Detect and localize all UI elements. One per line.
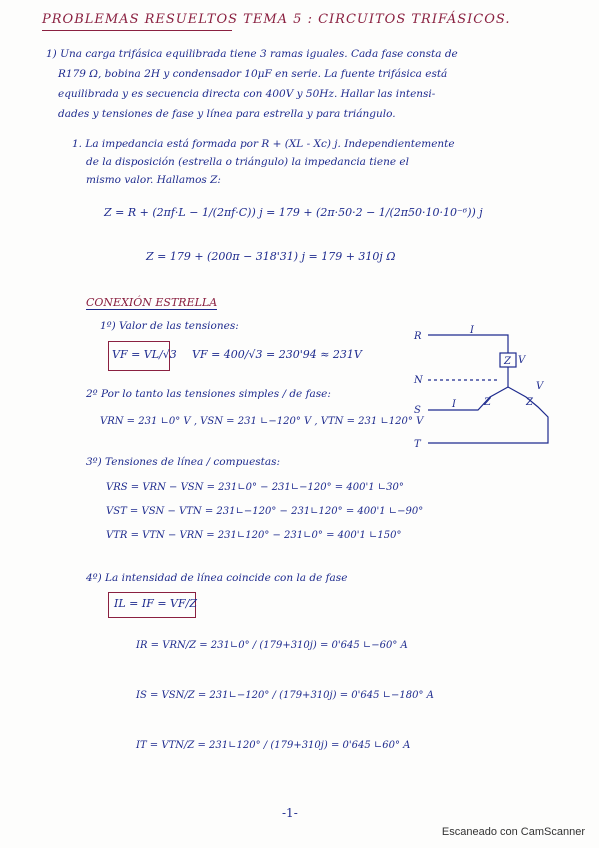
section-star-connection: CONEXIÓN ESTRELLA xyxy=(86,296,218,309)
intro-line-1: 1. La impedancia está formada por R + (XL - Xc) j. Independientemente xyxy=(72,138,455,150)
node-label-s: S xyxy=(414,405,421,416)
scanner-watermark: Escaneado con CamScanner xyxy=(441,826,585,838)
node-label-r: R xyxy=(414,331,422,342)
current-ir: IR = VRN/Z = 231∟0° / (179+310j) = 0'645 ∟−60° A xyxy=(136,640,408,651)
intro-line-2: de la disposición (estrella o triángulo) la impedancia tiene el xyxy=(86,156,409,168)
star-circuit-diagram xyxy=(408,325,558,455)
title-underline xyxy=(42,30,232,31)
impedance-label-r: Z xyxy=(504,356,511,367)
current-it: IT = VTN/Z = 231∟120° / (179+310j) = 0'645 ∟60° A xyxy=(136,740,411,751)
current-label-r: I xyxy=(470,325,474,336)
il-definition: IL = IF = VF/Z xyxy=(114,597,197,610)
line-voltage-st: VST = VSN − VTN = 231∟−120° − 231∟120° = 400'1 ∟−90° xyxy=(106,506,424,517)
phase-voltages: VRN = 231 ∟0° V , VSN = 231 ∟−120° V , VTN = 231 ∟120° V xyxy=(100,416,424,427)
intro-line-3: mismo valor. Hallamos Z: xyxy=(86,174,221,186)
line-voltage-rs: VRS = VRN − VSN = 231∟0° − 231∟−120° = 400'1 ∟30° xyxy=(106,482,404,493)
impedance-equation: Z = R + (2πf·L − 1/(2πf·C)) j = 179 + (2π·50·2 − 1/(2π50·10·10⁻⁶)) j xyxy=(104,206,483,219)
page-title: PROBLEMAS RESUELTOS TEMA 5 : CIRCUITOS TRIFÁSICOS. xyxy=(42,12,511,27)
step-1-label: 1º) Valor de las tensiones: xyxy=(100,320,239,332)
statement-line-3: equilibrada y es secuencia directa con 400V y 50Hz. Hallar las intensi- xyxy=(58,88,436,100)
page-number: -1- xyxy=(282,806,298,820)
voltage-label-t: V xyxy=(536,381,544,392)
statement-line-1: 1) Una carga trifásica equilibrada tiene 3 ramas iguales. Cada fase consta de xyxy=(46,48,458,60)
statement-line-4: dades y tensiones de fase y línea para estrella y para triángulo. xyxy=(58,108,396,120)
voltage-label-r: V xyxy=(518,355,526,366)
step-4-label: 4º) La intensidad de línea coincide con la de fase xyxy=(86,572,348,584)
impedance-label-s: Z xyxy=(484,397,491,408)
statement-line-2: R179 Ω, bobina 2H y condensador 10μF en serie. La fuente trifásica está xyxy=(58,68,448,80)
step-2-label: 2º Por lo tanto las tensiones simples / de fase: xyxy=(86,388,331,400)
current-label-s: I xyxy=(452,399,456,410)
line-voltage-tr: VTR = VTN − VRN = 231∟120° − 231∟0° = 400'1 ∟150° xyxy=(106,530,402,541)
node-label-t: T xyxy=(414,439,421,450)
step-3-label: 3º) Tensiones de línea / compuestas: xyxy=(86,456,281,468)
impedance-result: Z = 179 + (200π − 318'31) j = 179 + 310j Ω xyxy=(146,250,396,263)
impedance-label-t: Z xyxy=(526,397,533,408)
vf-value: VF = 400/√3 = 230'94 ≈ 231V xyxy=(192,348,362,361)
node-label-n: N xyxy=(414,375,423,386)
vf-definition: VF = VL/√3 xyxy=(112,348,177,361)
current-is: IS = VSN/Z = 231∟−120° / (179+310j) = 0'645 ∟−180° A xyxy=(136,690,434,701)
